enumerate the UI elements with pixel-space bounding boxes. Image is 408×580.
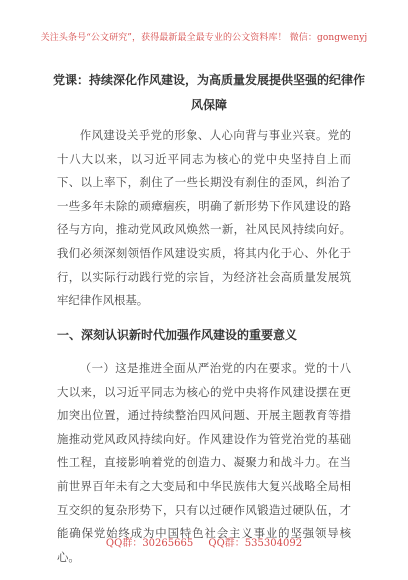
document-title: 党课：持续深化作风建设，为高质量发展提供坚强的纪律作风保障 xyxy=(52,73,365,112)
section-heading: 一、深刻认识新时代加强作风建设的重要意义 xyxy=(57,328,298,342)
body-paragraph: （一）这是推进全面从严治党的内在要求。党的十八大以来，以习近平同志为核心的党中央将作风建设摆在更加突出位置，通过持续整治四风问题、开展主题教育等措施推动党风政风持续向好。作风建设作为管党治党的基础性工程，直接影响着党的创造力、凝聚力和战斗力。在当前世界百年未有之大变局和中华民族伟大复兴战略全局相互交织的复杂形势下，只有以过硬作风锻造过硬队伍，才能确保党始终成为中国特色社会主义事业的坚强领导核心。 xyxy=(57,361,351,564)
footer-qq-group-1: QQ群：30265665 xyxy=(105,538,194,549)
footer-qq-group-2: QQ群：535304092 xyxy=(208,538,303,549)
footer-qq-groups xyxy=(0,534,408,549)
promo-header: 关注头条号“公文研究”，获得最新最全最专业的公文资料库！ 微信：gongwenyj xyxy=(40,33,368,43)
intro-paragraph: 作风建设关乎党的形象、人心向背与事业兴衰。党的十八大以来，以习近平同志为核心的党中央坚持自上而下、以上率下，刹住了一些长期没有刹住的歪风，纠治了一些多年未除的顽瘴痼疾，明确了新形势下作风建设的路径与方向，推动党风政风焕然一新，社风民风持续向好。我们必须深刻领悟作风建设实质，将其内化于心、外化于行，以实际行动践行党的宗旨，为经济社会高质量发展筑牢纪律作风根基。 xyxy=(57,128,351,308)
